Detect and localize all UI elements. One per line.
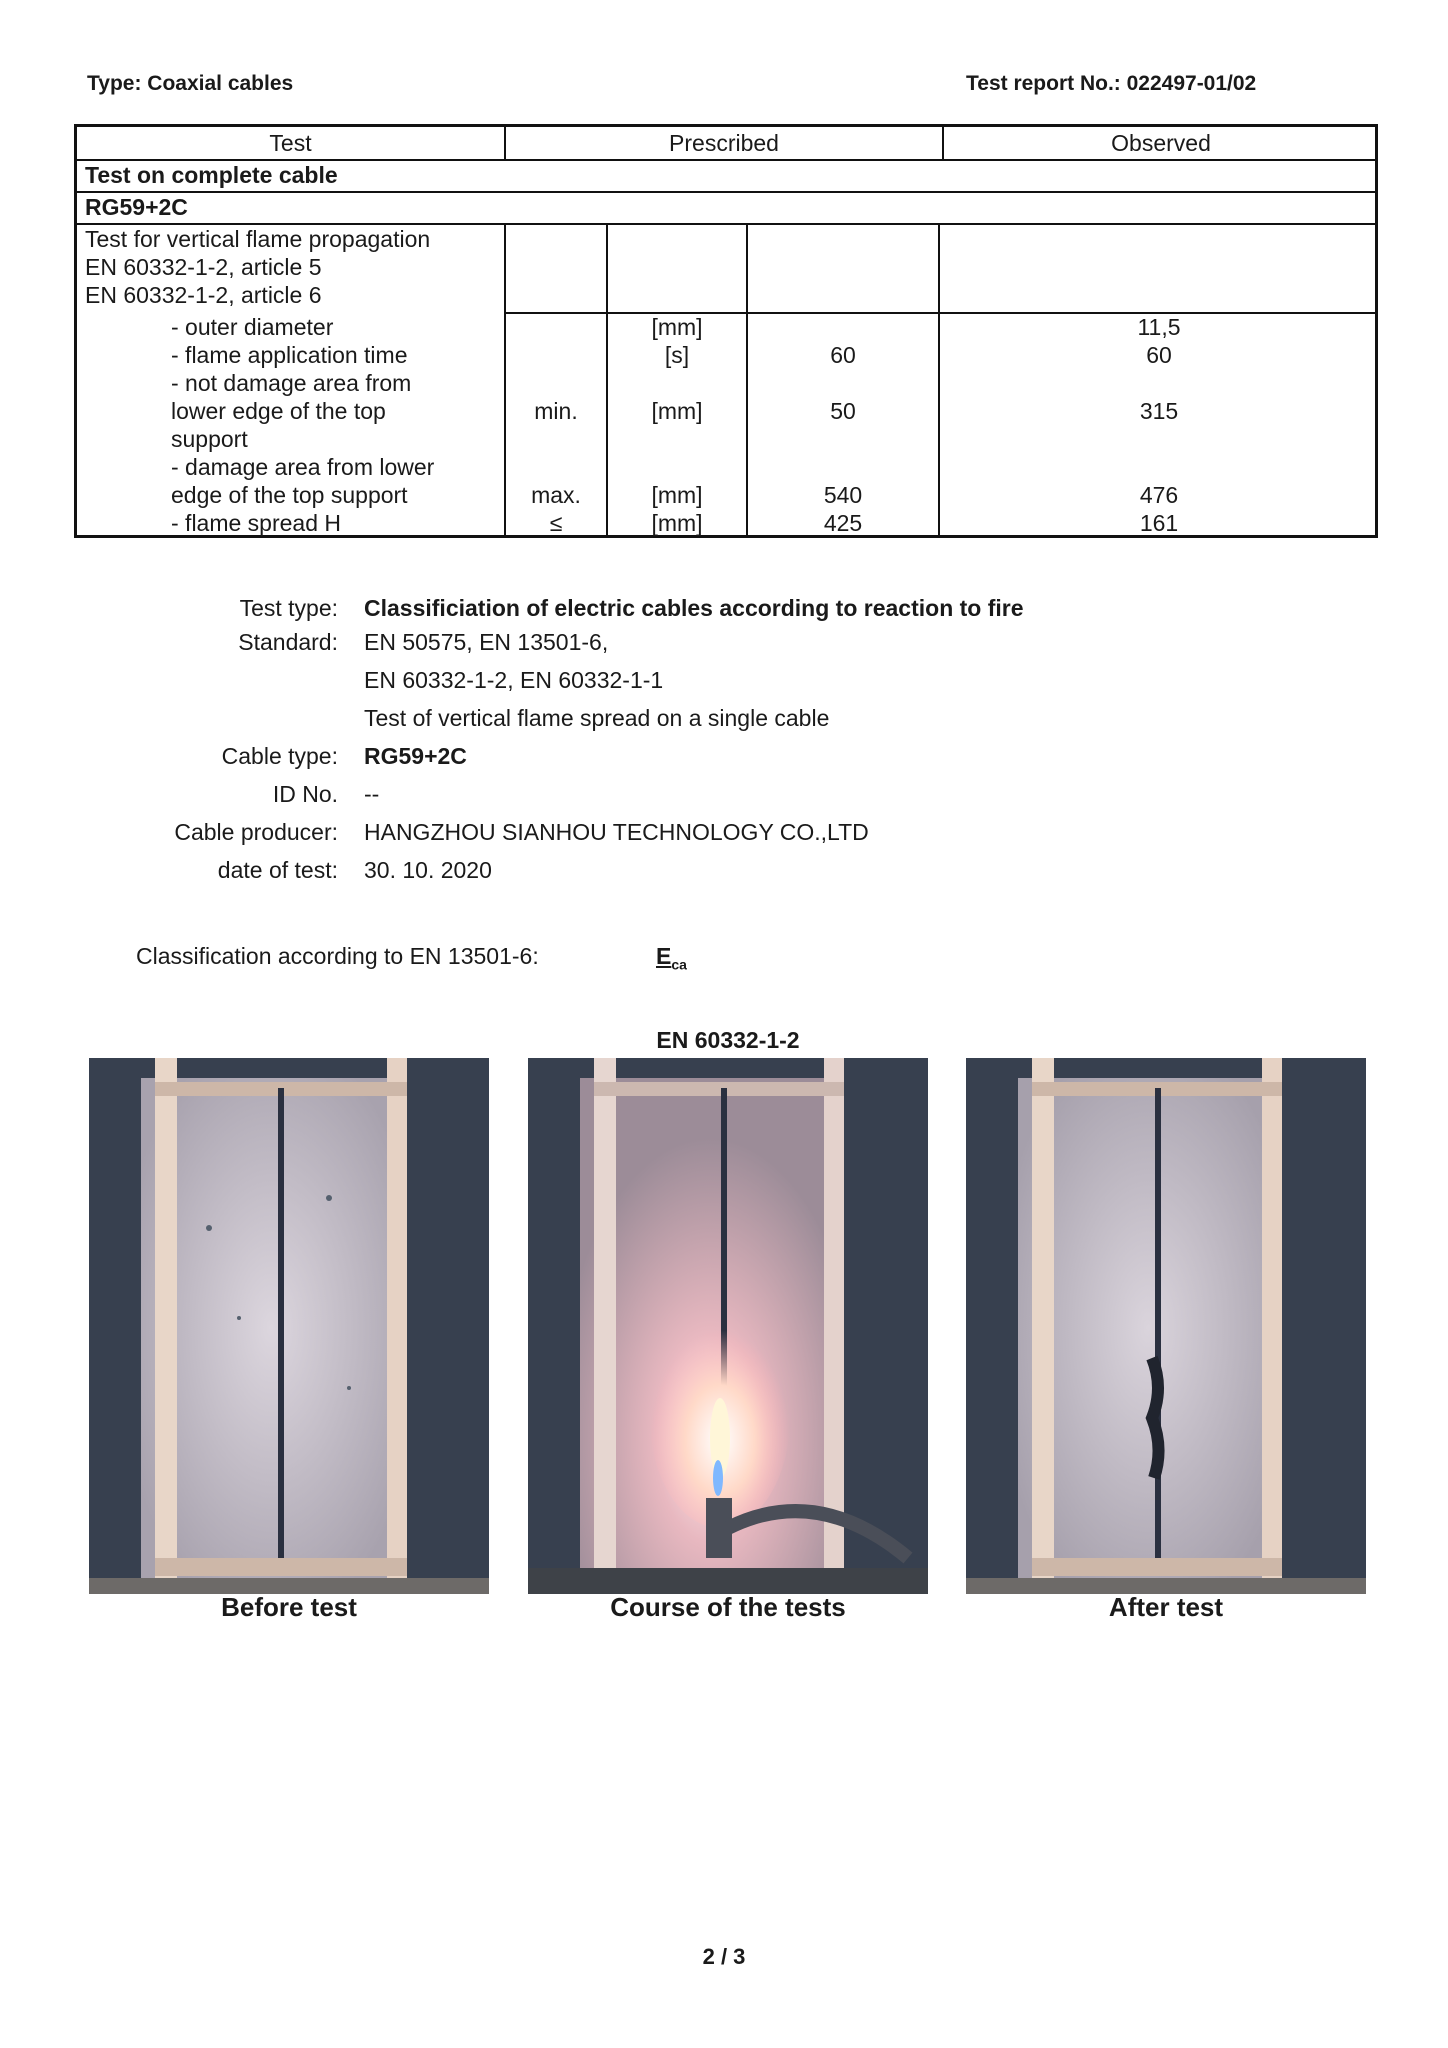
test-desc-line: EN 60332-1-2, article 5 <box>85 254 322 280</box>
cable-type-label: Cable type: <box>221 743 338 769</box>
unit: [mm] <box>651 398 703 424</box>
prescribed-value: 425 <box>823 510 863 536</box>
test-desc-line: EN 60332-1-2, article 6 <box>85 282 322 308</box>
date-value: 30. 10. 2020 <box>364 857 492 883</box>
cable-type-value: RG59+2C <box>364 743 467 769</box>
id-value: -- <box>364 781 380 807</box>
prescribed-value: 60 <box>830 342 856 368</box>
row-label-not-damage: support <box>171 426 248 452</box>
test-desc-line: Test for vertical flame propagation <box>85 226 431 252</box>
photo-after-test <box>966 1058 1366 1594</box>
producer-label: Cable producer: <box>174 819 338 845</box>
classification-value: $E_{ca}$ <box>656 943 687 973</box>
row-label-outer-diameter: - outer diameter <box>171 314 334 340</box>
row-label-not-damage: lower edge of the top <box>171 398 386 424</box>
limit-max: max. <box>531 482 581 508</box>
report-number: Test report No.: 022497-01/02 <box>966 72 1257 95</box>
header-observed: Observed <box>1111 130 1211 156</box>
header-test: Test <box>269 130 312 156</box>
row-label-damage: - damage area from lower <box>171 454 435 480</box>
id-label: ID No. <box>272 781 338 807</box>
observed-value: 476 <box>1139 482 1179 508</box>
producer-value: HANGZHOU SIANHOU TECHNOLOGY CO.,LTD <box>364 819 869 845</box>
limit-le: ≤ <box>549 510 563 536</box>
page-number: 2 / 3 <box>702 1944 746 1969</box>
observed-value: 315 <box>1139 398 1179 424</box>
photos-title: EN 60332-1-2 <box>656 1027 800 1053</box>
standard-line: EN 60332-1-2, EN 60332-1-1 <box>364 667 664 693</box>
section-title: Test on complete cable <box>85 162 338 188</box>
observed-value: 60 <box>1146 342 1172 368</box>
caption-after-test: After test <box>1108 1592 1224 1622</box>
test-type-label: Test type: <box>239 595 338 621</box>
standard-line: Test of vertical flame spread on a single cable <box>364 705 830 731</box>
photo-course-of-tests <box>528 1058 928 1594</box>
caption-course-of-tests: Course of the tests <box>610 1592 846 1622</box>
caption-before-test: Before test <box>221 1592 357 1622</box>
observed-value: 161 <box>1139 510 1179 536</box>
unit: [mm] <box>651 482 703 508</box>
date-label: date of test: <box>217 857 338 883</box>
standard-line: EN 50575, EN 13501-6, <box>364 629 609 655</box>
unit: [mm] <box>651 314 703 340</box>
standard-label: Standard: <box>238 629 338 655</box>
observed-value: 11,5 <box>1137 314 1181 340</box>
row-label-damage: edge of the top support <box>171 482 408 508</box>
limit-min: min. <box>534 398 578 424</box>
classification-label: Classification according to EN 13501-6: <box>136 943 539 969</box>
row-label-not-damage: - not damage area from <box>171 370 412 396</box>
test-results-table <box>74 124 1378 538</box>
row-label-flame-spread: - flame spread H <box>171 510 342 536</box>
cable-name: RG59+2C <box>85 194 188 220</box>
photo-before-test <box>89 1058 489 1594</box>
cable-type-header: Type: Coaxial cables <box>87 72 294 95</box>
prescribed-value: 50 <box>830 398 856 424</box>
unit: [mm] <box>651 510 703 536</box>
unit: [s] <box>664 342 690 368</box>
header-prescribed: Prescribed <box>669 130 779 156</box>
prescribed-value: 540 <box>823 482 863 508</box>
row-label-flame-time: - flame application time <box>171 342 408 368</box>
test-type-value: Classificiation of electric cables according to reaction to fire <box>364 595 1024 621</box>
